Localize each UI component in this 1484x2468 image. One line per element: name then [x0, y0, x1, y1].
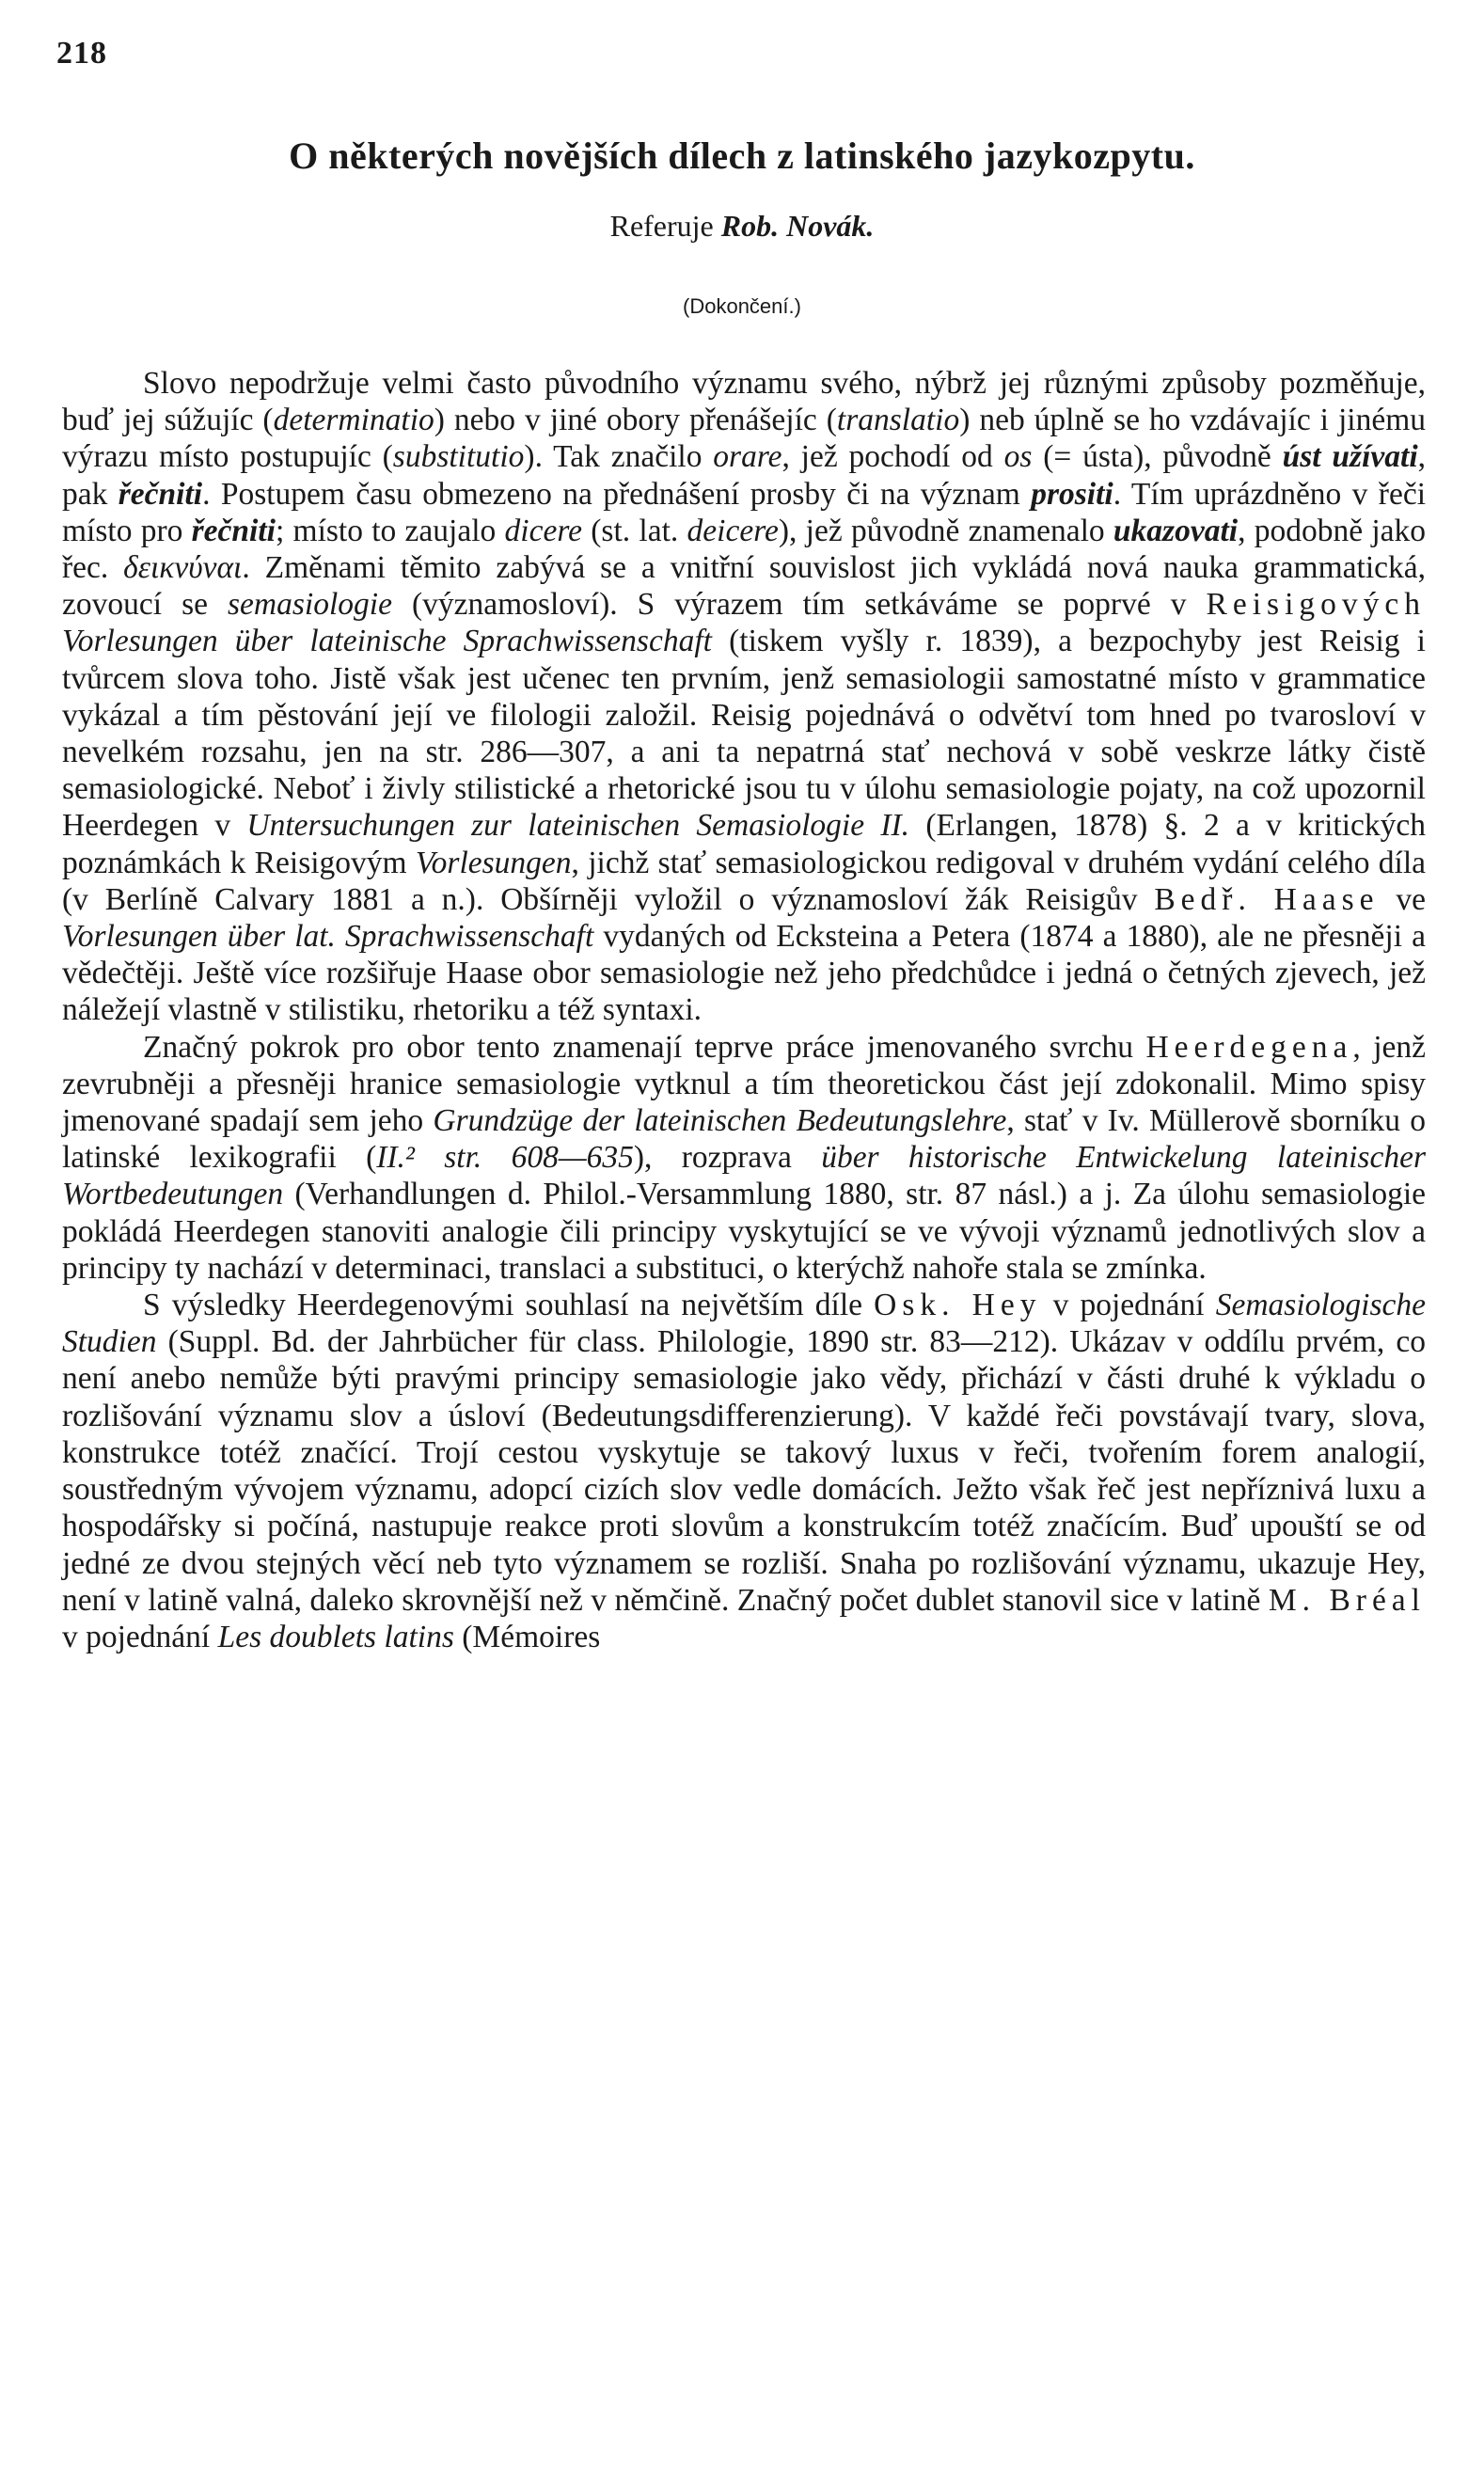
text-run: , jež pochodí od [781, 439, 1004, 475]
text-run: (tiskem vyšly r. 1839), a bezpochyby jest Reisig i tvůrcem slova toho. Jistě však jest učenec ten prvním, jenž semasiologii samostatné místo v grammatice vykázal a tím pěstování její ve filologii založil. Reisig pojednává o odvětví tom hned po tvarosloví v nevelkém rozsahu, jen na str. 286—307, a ani ta nepatrná stať nechová v sobě veskrze látky čistě semasiologické. Neboť i živly stilistické a rhetorické jsou tu v úlohu semasiologie pojaty, na což upozornil Heerdegen v [62, 624, 1426, 844]
text-run: Vorlesungen [415, 845, 572, 880]
byline-prefix: Referuje [609, 209, 714, 243]
text-run: ) nebo v jiné obory přenášejíc ( [434, 403, 837, 438]
text-run: , jichž stať semasiologickou redigoval v druhém vydání celého díla (v Berlíně Calvary 1881 a n.). Obšírněji vyložil o významosloví žák Reisigův [62, 845, 1426, 917]
text-run: semasiologie [228, 587, 392, 623]
text-run: orare [713, 439, 782, 475]
text-run: ukazovati [1113, 513, 1239, 548]
page-number: 218 [56, 36, 107, 71]
text-run: deicere [687, 513, 779, 548]
text-run: (st. lat. [582, 513, 687, 548]
text-run: ; místo to zaujalo [275, 513, 505, 548]
byline-author: Rob. Novák. [720, 209, 875, 243]
text-run: dicere [504, 513, 583, 548]
text-run: řečniti [118, 476, 203, 512]
text-run: . Tím uprázdněno v řeči místo pro [62, 476, 1426, 548]
text-run: , podobně jako řec. [62, 513, 1427, 586]
text-run: (Erlangen, 1878) §. 2 a v kritických poznámkách k Reisigovým [62, 808, 1427, 880]
text-run: (Mémoires [453, 1619, 601, 1654]
text-run: determinatio [273, 403, 434, 438]
text-run: translatio [836, 403, 960, 438]
text-run: (Verhandlungen d. Philol.-Versammlung 1880, str. 87 násl.) a j. Za úlohu semasiologie pokládá Heerdegen stanoviti analogie čili principy vyskytující se ve vývoji významů jednotlivých slov a principy ty nachází v determinaci, translaci a substituci, o kterýchž nahoře stala se zmínka. [62, 1177, 1426, 1286]
text-run: os [1003, 439, 1033, 475]
text-run: , stať v Iv. Müllerově sborníku o latinské lexikografii ( [62, 1103, 1426, 1176]
text-run: S výsledky Heerdegenovými souhlasí na největším díle [143, 1288, 875, 1323]
text-run: M. Bréal [1268, 1582, 1426, 1618]
text-run: . Postupem času obmezeno na přednášení prosby či na význam [202, 476, 1032, 512]
paragraph-2 [62, 1029, 1426, 1287]
text-run: Značný pokrok pro obor tento znamenají teprve práce jmenovaného svrchu [143, 1029, 1146, 1065]
text-run: Vorlesungen über lat. Sprachwissenschaft [62, 919, 594, 955]
text-run: Vorlesungen über lateinische Sprachwissenschaft [62, 624, 712, 659]
text-run: δεικνύναι [123, 550, 243, 586]
continued-note: (Dokončení.) [683, 294, 801, 318]
article-byline [56, 209, 1428, 244]
text-run: (významosloví). S výrazem tím setkáváme se poprvé v [391, 587, 1207, 623]
text-run: Heerdegena [1145, 1029, 1353, 1065]
text-run: . Změnami těmito zabývá se a vnitřní souvislost jich vykládá nová nauka grammatická, zovoucí se [62, 550, 1426, 623]
text-run: ), jež původně znamenalo [778, 513, 1113, 548]
text-run: substitutio [392, 439, 525, 475]
text-run: prositi [1031, 476, 1113, 512]
text-run: ) neb úplně se ho vzdávajíc i jinému výrazu místo postupujíc ( [62, 403, 1426, 475]
text-run: Semasiologische Studien [62, 1288, 1427, 1360]
text-run: Slovo nepodržuje velmi často původního významu svého, nýbrž jej různými způsoby pozměňuje, buď jej súžujíc ( [62, 366, 1426, 438]
paragraph-1 [62, 365, 1426, 1029]
text-run: Les doublets latins [217, 1619, 454, 1654]
text-run: vydaných od Ecksteina a Petera (1874 a 1880), ale ne přesněji a vědečtěji. Ještě více rozšiřuje Haase obor semasiologie než jeho předchůdce i jedná o četných zjevech, jež náležejí vlastně v stilistiku, rhetoriku a též syntaxi. [62, 919, 1426, 1028]
paragraph-3 [62, 1287, 1426, 1655]
text-run: über historische Entwickelung lateinischer Wortbedeutungen [62, 1140, 1426, 1212]
text-run: ve [1379, 881, 1426, 917]
text-run: (Suppl. Bd. der Jahrbücher für class. Philologie, 1890 str. 83—212). Ukázav v oddílu prvém, co není anebo nemůže býti pravými principy semasiologie jako vědy, přichází v části druhé k výkladu o rozlišování významu slov a úsloví (Bedeutungsdifferenzierung). V každé řeči povstávají tvary, slova, konstrukce totéž značící. Trojí cestou vyskytuje se takový luxus v řeči, tvořením forem analogií, soustředným vývojem významu, adopcí cizích slov vedle domácích. Ježto však řeč jest nepříznivá luxu a hospodářsky si počíná, nastupuje reakce proti slovům a konstrukcím totéž značícím. Buď upouští se od jedné ze dvou stejných věcí neb tyto významem se rozliší. Snaha po rozlišování významu, ukazuje Hey, není v latině valná, daleko skrovnější než v němčině. Značný počet dublet stanovil sice v latině [62, 1324, 1426, 1618]
text-run: , pak [62, 439, 1427, 512]
text-run: řečniti [191, 513, 276, 548]
text-run: ). Tak značilo [524, 439, 714, 475]
text-run: , jenž zevrubněji a přesněji hranice semasiologie vytknul a tím theoretickou část její zdokonalil. Mimo spisy jmenované spadají sem jeho [62, 1029, 1426, 1139]
text-run: Osk. Hey [874, 1288, 1042, 1323]
text-run: Bedř. Haase [1154, 881, 1380, 917]
text-run: ), rozprava [633, 1140, 822, 1176]
article-title: O některých novějších dílech z latinského jazykozpytu. [289, 134, 1195, 177]
text-run: (= ústa), původně [1032, 439, 1283, 475]
text-run: v pojednání [62, 1619, 218, 1654]
text-run: Grundzüge der lateinischen Bedeutungslehre [433, 1103, 1007, 1139]
text-run: Reisigových [1206, 587, 1426, 623]
text-run: Untersuchungen zur lateinischen Semasiologie II. [246, 808, 910, 844]
text-run: úst užívati [1282, 439, 1418, 475]
article-body [62, 365, 1426, 1655]
text-run: v pojednání [1041, 1288, 1216, 1323]
text-run: II.² str. 608—635 [376, 1140, 634, 1176]
